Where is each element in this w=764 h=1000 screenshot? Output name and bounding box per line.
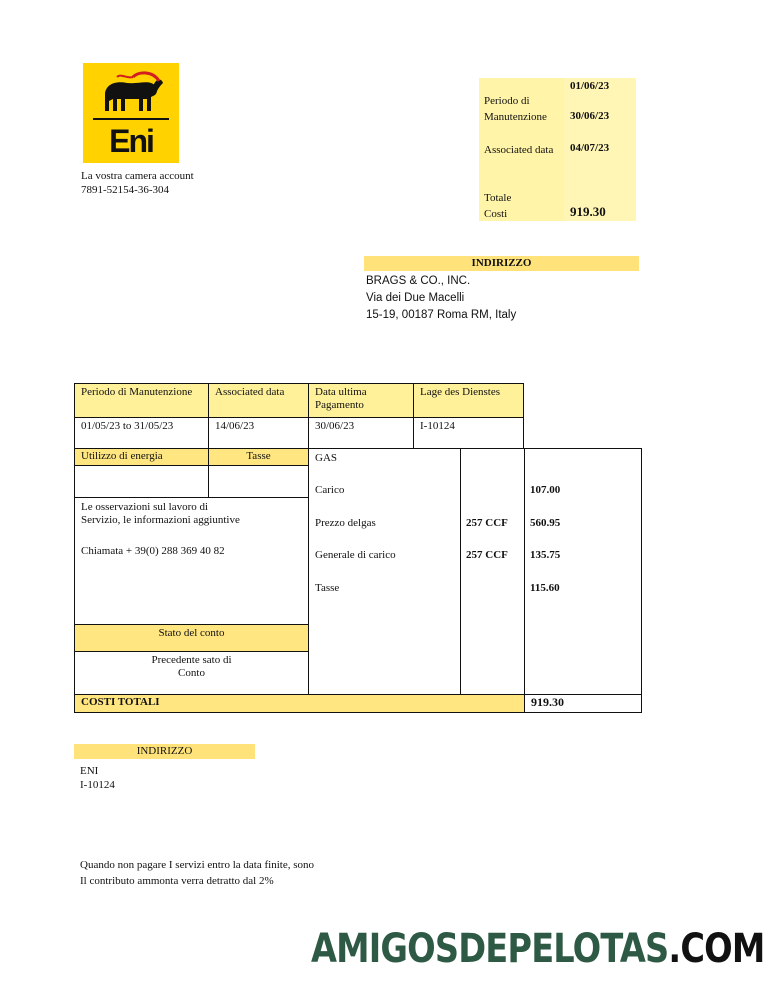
account-label: La vostra camera account — [81, 170, 194, 182]
th-service-location: Lage des Dienstes — [413, 383, 524, 418]
gas-label: GAS — [315, 452, 338, 464]
summary-period-start: 01/06/23 — [570, 80, 610, 92]
th-last-payment: Data ultima Pagamento — [308, 383, 414, 418]
summary-total-value: 919.30 — [570, 204, 606, 219]
taxes-value — [208, 465, 309, 498]
logo-divider — [93, 118, 169, 120]
charge-label-3: Generale di carico — [315, 549, 396, 561]
footer-address-block — [80, 764, 115, 792]
summary-total-label-2: Costi — [484, 208, 508, 220]
watermark-text: AMIGOSDEPELOTAS — [311, 926, 669, 972]
address-line-3: 15-19, 00187 Roma RM, Italy — [366, 309, 517, 321]
charge-label-2: Prezzo delgas — [315, 517, 376, 529]
th-associated-date: Associated data — [208, 383, 309, 418]
footer-address-line-2: I-10124 — [80, 779, 115, 791]
payment-note-line-2: Il contributo ammonta verra detratto dal 2% — [80, 875, 274, 887]
charge-qty-3: 257 CCF — [466, 549, 508, 561]
address-line-2: Via dei Due Macelli — [366, 292, 465, 304]
payment-note-line-1: Quando non pagare I servizi entro la data finite, sono — [80, 859, 314, 871]
logo-wordmark: Eni — [109, 123, 153, 159]
charge-label-1: Carico — [315, 484, 345, 496]
payment-note — [80, 857, 314, 889]
summary-box — [479, 78, 636, 221]
notes-line-1: Le osservazioni sul lavoro di — [81, 501, 209, 513]
td-service-location: I-10124 — [413, 417, 524, 449]
watermark-suffix: .COM — [668, 926, 764, 972]
taxes-label: Tasse — [208, 448, 309, 466]
account-block — [81, 169, 194, 197]
address-block — [366, 273, 516, 324]
notes-line-2: Servizio, le informazioni aggiuntive — [81, 514, 240, 526]
charge-label-4: Tasse — [315, 582, 340, 594]
address-title: INDIRIZZO — [364, 256, 639, 271]
charge-amount-4: 115.60 — [530, 582, 560, 594]
notes-box — [74, 497, 309, 625]
charge-amount-1: 107.00 — [530, 484, 561, 496]
td-period: 01/05/23 to 31/05/23 — [74, 417, 209, 449]
charge-amount-2: 560.95 — [530, 517, 561, 529]
six-legged-dog-icon — [97, 69, 165, 115]
total-costs-value: 919.30 — [524, 694, 642, 713]
site-watermark — [311, 926, 764, 972]
total-costs-label: COSTI TOTALI — [74, 694, 525, 713]
charge-amount-3: 135.75 — [530, 549, 561, 561]
td-last-payment: 30/06/23 — [308, 417, 414, 449]
gas-charges-box — [308, 448, 642, 695]
account-number: 7891-52154-36-304 — [81, 184, 169, 196]
summary-total-label-1: Totale — [484, 192, 512, 204]
footer-address-title: INDIRIZZO — [74, 744, 255, 759]
notes-phone: Chiamata + 39(0) 288 369 40 82 — [81, 545, 225, 557]
previous-status-box — [74, 651, 309, 695]
footer-address-line-1: ENI — [80, 765, 99, 777]
energy-usage-value — [74, 465, 209, 498]
charge-qty-2: 257 CCF — [466, 517, 508, 529]
summary-assoc-value: 04/07/23 — [570, 142, 610, 154]
address-line-1: BRAGS & CO., INC. — [366, 275, 471, 287]
gas-col-divider-1 — [460, 449, 461, 695]
summary-period-label: Periodo di Manutenzione — [484, 95, 547, 123]
th-period: Periodo di Manutenzione — [74, 383, 209, 418]
summary-assoc-label: Associated data — [484, 144, 554, 156]
eni-logo — [83, 63, 179, 163]
account-status-label: Stato del conto — [74, 624, 309, 652]
previous-status-line-1: Precedente sato di — [151, 654, 232, 666]
td-associated-date: 14/06/23 — [208, 417, 309, 449]
energy-usage-label: Utilizzo di energia — [74, 448, 209, 466]
gas-col-divider-2 — [524, 449, 525, 695]
summary-period-end: 30/06/23 — [570, 110, 610, 122]
previous-status-line-2: Conto — [178, 667, 205, 679]
